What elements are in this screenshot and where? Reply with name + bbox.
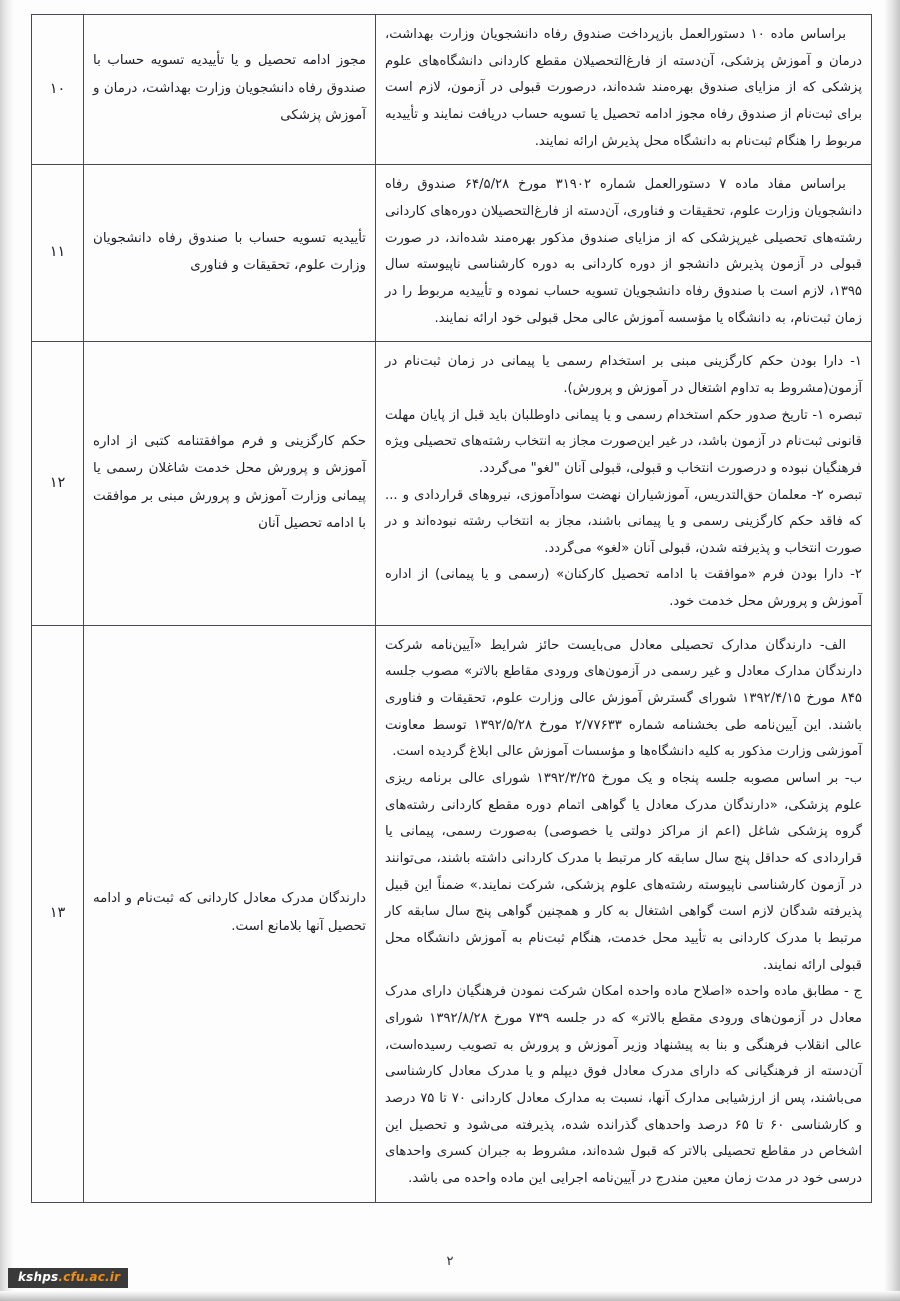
description-paragraph: ب- بر اساس مصوبه جلسه پنجاه و یک مورخ ۱۳۹۲/۳/۲۵ شورای عالی برنامه ریزی علوم پزشکی، «دارندگان مدرک معادل یا گواهی اتمام دوره مقطع کاردانی رشته‌های گروه پزشکی شاغل (اعم از مراکز دولتی یا خصوصی) به‌صورت رسمی، پیمانی یا قراردادی که حداقل پنج سال سابقه کار مرتبط با مدرک کاردانی داشته باشند، می‌توانند در آزمون کارشناسی ناپیوسته رشته‌های علوم پزشکی، شرکت نمایند.» ضمناً این قبیل پذیرفته شدگان لازم است گواهی اشتغال به کار و همچنین گواهی پنج سال سابقه کار مرتبط با مدرک کاردانی به تأیید محل خدمت، هنگام ثبت‌نام به آموزش دانشگاه محل قبولی ارائه نمایند. [385,771,862,973]
description-paragraph: براساس ماده ۱۰ دستورالعمل بازپرداخت صندوق رفاه دانشجویان وزارت بهداشت، درمان و آموزش پزشکی، آن‌دسته از فارغ‌التحصیلان مقطع کاردانی دانشگاه‌های علوم پزشکی که از مزایای صندوق بهره‌مند شده‌اند، درصورت قبولی در آزمون، لازم است برای ثبت‌نام از صندوق رفاه مجوز ادامه تحصیل یا تسویه حساب دریافت نمایند و تأییدیه مربوط را هنگام ثبت‌نام به دانشگاه محل پذیرش ارائه نمایند. [385,27,862,149]
watermark-suffix: .cfu.ac.ir [58,1270,121,1284]
row-description-cell [376,625,872,1202]
table-row [32,15,872,165]
row-title-cell: حکم کارگزینی و فرم موافقتنامه کتبی از اداره آموزش و پرورش محل خدمت شاغلان رسمی یا پیمانی وزارت آموزش و پرورش مبنی بر موافقت با ادامه تحصیل آنان [84,342,376,626]
page-number: ۲ [446,1254,454,1269]
site-watermark [8,1268,128,1288]
watermark-prefix: kshps [18,1270,59,1284]
scan-edge-left [0,0,14,1301]
description-paragraph: تبصره ۲- معلمان حق‌التدریس، آموزشیاران نهضت سوادآموزی، نیروهای قراردادی و ... که فاقد حکم کارگزینی رسمی و یا پیمانی باشند، مجاز به انتخاب رشته نبوده‌اند و در صورت انتخاب و پذیرفته شدن، قبولی آنان «لغو» می‌گردد. [385,487,863,556]
description-paragraph: تبصره ۱- تاریخ صدور حکم استخدام رسمی و یا پیمانی داوطلبان باید قبل از پایان مهلت قانونی ثبت‌نام در آزمون باشد، در غیر این‌صورت مجاز به انتخاب رشته‌های تحصیلی ویژه فرهنگیان نبوده و درصورت انتخاب و قبولی، قبولی آنان "لغو" می‌گردد. [385,407,862,476]
table-row [32,342,872,626]
description-paragraph: براساس مفاد ماده ۷ دستورالعمل شماره ۳۱۹۰۲ مورخ ۶۴/۵/۲۸ صندوق رفاه دانشجویان وزارت علوم، تحقیقات و فناوری، آن‌دسته از فارغ‌التحصیلان دوره‌های کاردانی رشته‌های تحصیلی غیرپزشکی که از مزایای صندوق مذکور بهره‌مند شده‌اند، در صورت قبولی در آزمون پذیرش دانشجو از دوره کاردانی به دوره کارشناسی ناپیوسته سال ۱۳۹۵، لازم است با صندوق رفاه دانشجویان تسویه حساب نموده و تأییدیه مربوط را در زمان ثبت‌نام، به دانشگاه یا مؤسسه آموزش عالی محل قبولی خود ارائه نمایند. [385,177,862,326]
row-description-cell [376,342,872,626]
requirements-table [31,14,872,1203]
row-title-cell: تأییدیه تسویه حساب با صندوق رفاه دانشجویان وزارت علوم، تحقیقات و فناوری [84,165,376,342]
row-title-cell: مجوز ادامه تحصیل و یا تأییدیه تسویه حساب با صندوق رفاه دانشجویان وزارت بهداشت، درمان و آموزش پزشکی [84,15,376,165]
row-title-cell: دارندگان مدرک معادل کاردانی که ثبت‌نام و ادامه تحصیل آنها بلامانع است. [84,625,376,1202]
table-row [32,165,872,342]
row-number-cell: ۱۲ [32,342,84,626]
table-row [32,625,872,1202]
row-number-cell: ۱۳ [32,625,84,1202]
row-number-cell: ۱۱ [32,165,84,342]
row-description-cell [376,15,872,165]
description-paragraph: ۲- دارا بودن فرم «موافقت با ادامه تحصیل کارکنان» (رسمی و یا پیمانی) از اداره آموزش و پرورش محل خدمت خود. [385,567,862,610]
description-paragraph: ج - مطابق ماده واحده «اصلاح ماده واحده امکان شرکت نمودن فرهنگیان دارای مدرک معادل در آزمون‌های ورودی مقطع بالاتر» که در جلسه ۷۳۹ مورخ ۱۳۹۲/۸/۲۸ شورای عالی انقلاب فرهنگی و بنا به پیشنهاد وزیر آموزش و پرورش به تصویب رسیده‌است، آن‌دسته از فرهنگیانی که دارای مدرک معادل فوق دیپلم و یا مدرک معادل کارشناسی می‌باشند، پس از ارزشیابی مدارک آنها، نسبت به مدارک معادل کاردانی ۷۰ تا ۷۵ درصد و کارشناسی ۶۰ تا ۶۵ درصد واحدهای گذرانده شده، پذیرفته می‌شود و تحصیل این اشخاص در مقاطع تحصیلی بالاتر که قبول شده‌اند، مشروط به جبران کسری واحدهای درسی خود در مدت زمان معین مندرج در آیین‌نامه اجرایی این ماده واحده می باشد. [385,984,863,1186]
description-paragraph: الف- دارندگان مدارک تحصیلی معادل می‌بایست حائز شرایط «آیین‌نامه شرکت دارندگان مدارک معادل و غیر رسمی در آزمون‌های ورودی مقاطع بالاتر» مصوب جلسه ۸۴۵ مورخ ۱۳۹۲/۴/۱۵ شورای گسترش آموزش عالی وزارت علوم، تحقیقات و فناوری باشند. این آیین‌نامه طی بخشنامه شماره ۲/۷۷۶۳۳ مورخ ۱۳۹۲/۵/۲۸ توسط معاونت آموزشی وزارت مذکور به کلیه دانشگاه‌ها و مؤسسات آموزش عالی ابلاغ گردیده است. [385,637,862,760]
requirements-table-container [32,14,872,1203]
table-body [32,15,872,1203]
scan-edge-bottom [0,1291,900,1301]
row-description-cell [376,165,872,342]
row-number-cell: ۱۰ [32,15,84,165]
scan-edge-right [884,0,900,1301]
description-paragraph: ۱- دارا بودن حکم کارگزینی مبنی بر استخدام رسمی یا پیمانی در زمان ثبت‌نام در آزمون(مشروط به تداوم اشتغال در آموزش و پرورش). [385,354,862,396]
